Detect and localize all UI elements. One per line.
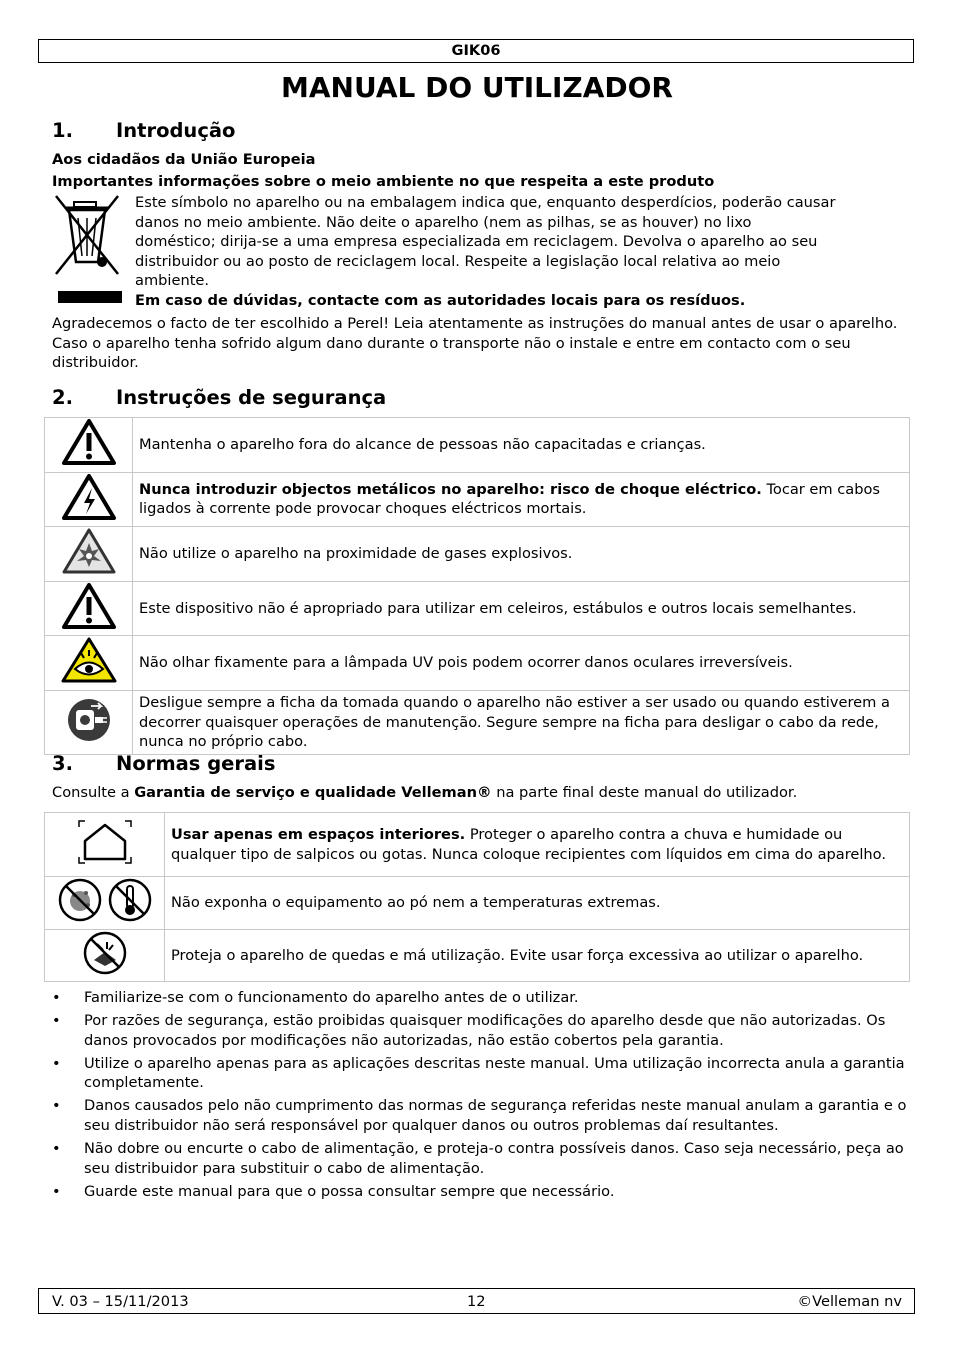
unplug-icon xyxy=(45,690,133,754)
list-item-text: Danos causados pelo não cumprimento das normas de segurança referidas neste manual anulam a garantia e o seu distribuidor não será responsável por qualquer danos ou outros problemas daí resultantes. xyxy=(84,1097,907,1135)
thanks-paragraph: Agradecemos o facto de ter escolhido a Perel! Leia atentamente as instruções do manual antes de usar o aparelho. Caso o aparelho tenha sofrido algum dano durante o transporte não o instale e entre em contacto com o seu distribuidor. xyxy=(52,315,898,372)
body-text: Consulte a xyxy=(52,784,135,801)
table-row xyxy=(45,813,910,877)
indoor-use-icon xyxy=(45,813,165,877)
section-3-heading xyxy=(52,752,275,776)
uv-eye-warning-icon xyxy=(45,636,133,691)
list-item-text: Familiarize-se com o funcionamento do aparelho antes de o utilizar. xyxy=(84,989,579,1006)
list-item-text: Por razões de segurança, estão proibidas quaisquer modificações do aparelho desde que não autorizadas. Os danos provocados por modificações não autorizadas, não estão cobertos pela garantia. xyxy=(84,1012,886,1049)
warranty-reference xyxy=(52,783,912,803)
weee-text xyxy=(135,193,910,311)
norm-text xyxy=(165,929,910,982)
body-text: Tocar em cabos ligados à corrente pode provocar choques eléctricos mortais. xyxy=(139,480,881,518)
bullet-icon: • xyxy=(52,989,61,1006)
section-number: 3. xyxy=(52,752,73,775)
list-item xyxy=(52,988,912,1008)
weee-line: Este símbolo no aparelho ou na embalagem indica que, enquanto desperdícios, poderão causar xyxy=(135,194,836,211)
safety-text xyxy=(133,472,910,527)
table-row xyxy=(45,929,910,982)
environment-heading: Importantes informações sobre o meio ambiente no que respeita a este produto xyxy=(52,173,715,190)
electric-shock-icon xyxy=(45,472,133,527)
table-row xyxy=(45,636,910,691)
bullet-icon: • xyxy=(52,1097,61,1115)
weee-line: ambiente. xyxy=(135,272,210,290)
general-rules-list xyxy=(52,988,912,1205)
body-text: Proteger o aparelho contra a chuva e humidade ou qualquer tipo de salpicos ou gotas. Nunca coloque recipientes com líquidos em cima do aparelho. xyxy=(171,825,886,863)
list-item-text: Guarde este manual para que o possa consultar sempre que necessário. xyxy=(84,1182,615,1200)
dust-temperature-icon xyxy=(45,877,165,930)
copyright: ©Velleman nv xyxy=(797,1293,902,1310)
weee-line: doméstico; dirija-se a uma empresa especializada em reciclagem. Devolva o aparelho ao seu xyxy=(135,233,818,251)
table-row xyxy=(45,581,910,636)
general-norms-table xyxy=(44,812,910,982)
list-item xyxy=(52,1182,912,1202)
norm-text xyxy=(165,813,910,877)
list-item xyxy=(52,1054,912,1093)
section-number: 1. xyxy=(52,119,73,142)
page-number: 12 xyxy=(467,1293,486,1310)
body-text: na parte final deste manual do utilizador. xyxy=(491,784,798,801)
bullet-icon: • xyxy=(52,1140,61,1158)
section-number: 2. xyxy=(52,386,73,409)
document-code: GIK06 xyxy=(38,39,914,63)
bullet-icon: • xyxy=(52,1054,61,1072)
section-title: Instruções de segurança xyxy=(116,386,387,409)
norm-text xyxy=(165,877,910,930)
version-date: V. 03 – 15/11/2013 xyxy=(52,1293,189,1310)
table-row xyxy=(45,418,910,473)
list-item-text: Utilize o aparelho apenas para as aplicações descritas neste manual. Uma utilização incorrecta anula a garantia completamente. xyxy=(84,1054,905,1092)
section-1-heading xyxy=(52,119,235,143)
body-text: Não olhar fixamente para a lâmpada UV pois podem ocorrer danos oculares irreversíveis. xyxy=(139,654,793,672)
safety-text xyxy=(133,690,910,754)
list-item xyxy=(52,1139,912,1178)
safety-text xyxy=(133,418,910,473)
warning-exclamation-icon xyxy=(45,581,133,636)
section-2-heading xyxy=(52,386,386,410)
bold-text: Usar apenas em espaços interiores. xyxy=(171,825,466,843)
body-text: Desligue sempre a ficha da tomada quando o aparelho não estiver a ser usado ou quando estiverem a decorrer quaisquer operações de manutenção. Segure sempre na ficha para desligar o cabo da rede, nunca no próprio cabo. xyxy=(139,694,890,751)
eu-heading: Aos cidadãos da União Europeia xyxy=(52,151,316,168)
warning-exclamation-icon xyxy=(45,418,133,473)
bullet-icon: • xyxy=(52,1182,61,1200)
list-item xyxy=(52,1011,912,1050)
table-row xyxy=(45,472,910,527)
safety-text xyxy=(133,581,910,636)
table-row xyxy=(45,690,910,754)
body-text: Mantenha o aparelho fora do alcance de pessoas não capacitadas e crianças. xyxy=(139,436,706,453)
safety-text xyxy=(133,636,910,691)
table-row xyxy=(45,527,910,582)
body-text: Este dispositivo não é apropriado para utilizar em celeiros, estábulos e outros locais semelhantes. xyxy=(139,599,857,617)
bold-text: Nunca introduzir objectos metálicos no aparelho: risco de choque eléctrico. xyxy=(139,480,762,498)
bullet-icon: • xyxy=(52,1012,61,1030)
safety-text xyxy=(133,527,910,582)
safety-table xyxy=(44,417,910,755)
body-text: Proteja o aparelho de quedas e má utilização. Evite usar força excessiva ao utilizar o aparelho. xyxy=(171,946,864,964)
page-title: MANUAL DO UTILIZADOR xyxy=(281,71,673,104)
explosive-gas-icon xyxy=(45,527,133,582)
section-title: Normas gerais xyxy=(116,752,276,775)
weee-line: danos no meio ambiente. Não deite o aparelho (nem as pilhas, se as houver) no lixo xyxy=(135,213,752,231)
list-item xyxy=(52,1096,912,1135)
list-item-text: Não dobre ou encurte o cabo de alimentação, e proteja-o contra possíveis danos. Caso seja necessário, peça ao seu distribuidor para substituir o cabo de alimentação. xyxy=(84,1140,904,1177)
section-title: Introdução xyxy=(116,119,236,142)
weee-line: distribuidor ou ao posto de reciclagem local. Respeite a legislação local relativa ao meio xyxy=(135,252,781,270)
table-row xyxy=(45,877,910,930)
body-text: Não utilize o aparelho na proximidade de gases explosivos. xyxy=(139,545,573,563)
shock-protection-icon xyxy=(45,929,165,982)
bold-text: Garantia de serviço e qualidade Velleman® xyxy=(134,784,492,801)
weee-bin-icon xyxy=(52,194,126,308)
page-footer xyxy=(38,1288,915,1314)
weee-doubt-note: Em caso de dúvidas, contacte com as autoridades locais para os resíduos. xyxy=(135,291,746,309)
body-text: Não exponha o equipamento ao pó nem a temperaturas extremas. xyxy=(171,894,661,911)
